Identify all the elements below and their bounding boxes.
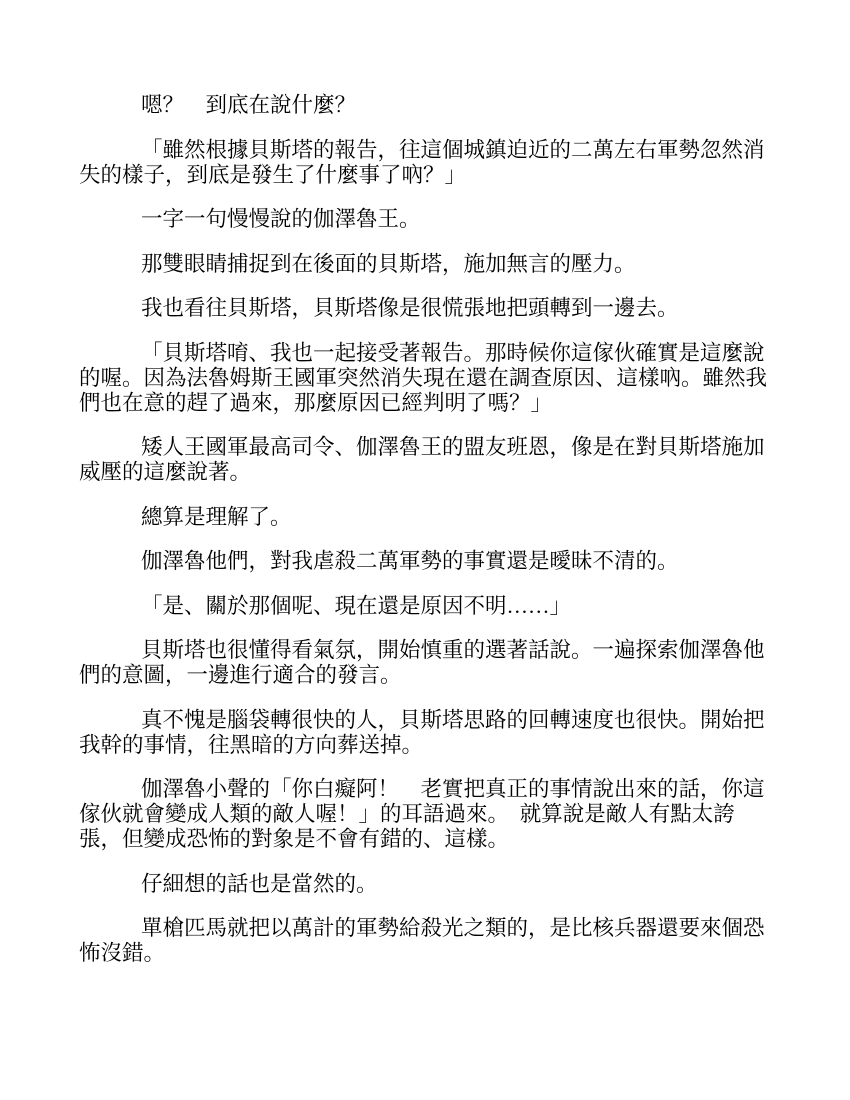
paragraph-7: 矮人王國軍最高司令、伽澤魯王的盟友班恩，像是在對貝斯塔施加威壓的這麼說著。	[79, 435, 765, 484]
paragraph-6: 「貝斯塔唷、我也一起接受著報告。那時候你這傢伙確實是這麼說的喔。因為法魯姆斯王國軍突然消失現在還在調查原因、這樣吶。雖然我們也在意的趕了過來，那麼原因已經判明了嗎？」	[79, 340, 768, 415]
paragraph-13: 伽澤魯小聲的「你白癡阿！ 老實把真正的事情說出來的話，你這傢伙就會變成人類的敵人喔！」的耳語過來。 就算說是敵人有點太誇張，但變成恐怖的對象是不會有錯的、這樣。	[79, 777, 765, 851]
paragraph-12: 真不愧是腦袋轉很快的人，貝斯塔思路的回轉速度也很快。開始把我幹的事情，往黑暗的方向葬送掉。	[79, 707, 765, 757]
paragraph-1: 嗯？ 到底在說什麼？	[141, 93, 357, 117]
paragraph-11: 貝斯塔也很懂得看氣氛，開始慎重的選著話說。一遍探索伽澤魯他們的意圖，一邊進行適合的發言。	[79, 638, 765, 687]
novel-text-column	[79, 93, 771, 966]
paragraph-9: 伽澤魯他們，對我虐殺二萬軍勢的事實還是曖昧不清的。	[141, 549, 679, 573]
paragraph-2: 「雖然根據貝斯塔的報告，往這個城鎮迫近的二萬左右軍勢忽然消失的樣子，到底是發生了什麼事了吶？」	[79, 137, 765, 187]
paragraph-15: 單槍匹馬就把以萬計的軍勢給殺光之類的，是比核兵器還要來個恐怖沒錯。	[79, 916, 765, 965]
paragraph-3: 一字一句慢慢說的伽澤魯王。	[141, 207, 421, 231]
paragraph-5: 我也看往貝斯塔，貝斯塔像是很慌張地把頭轉到一邊去。	[141, 296, 679, 320]
paragraph-10: 「是、關於那個呢、現在還是原因不明……」	[141, 593, 572, 618]
paragraph-8: 總算是理解了。	[141, 504, 292, 529]
paragraph-4: 那雙眼睛捕捉到在後面的貝斯塔，施加無言的壓力。	[141, 251, 636, 276]
paragraph-14: 仔細想的話也是當然的。	[141, 871, 378, 896]
